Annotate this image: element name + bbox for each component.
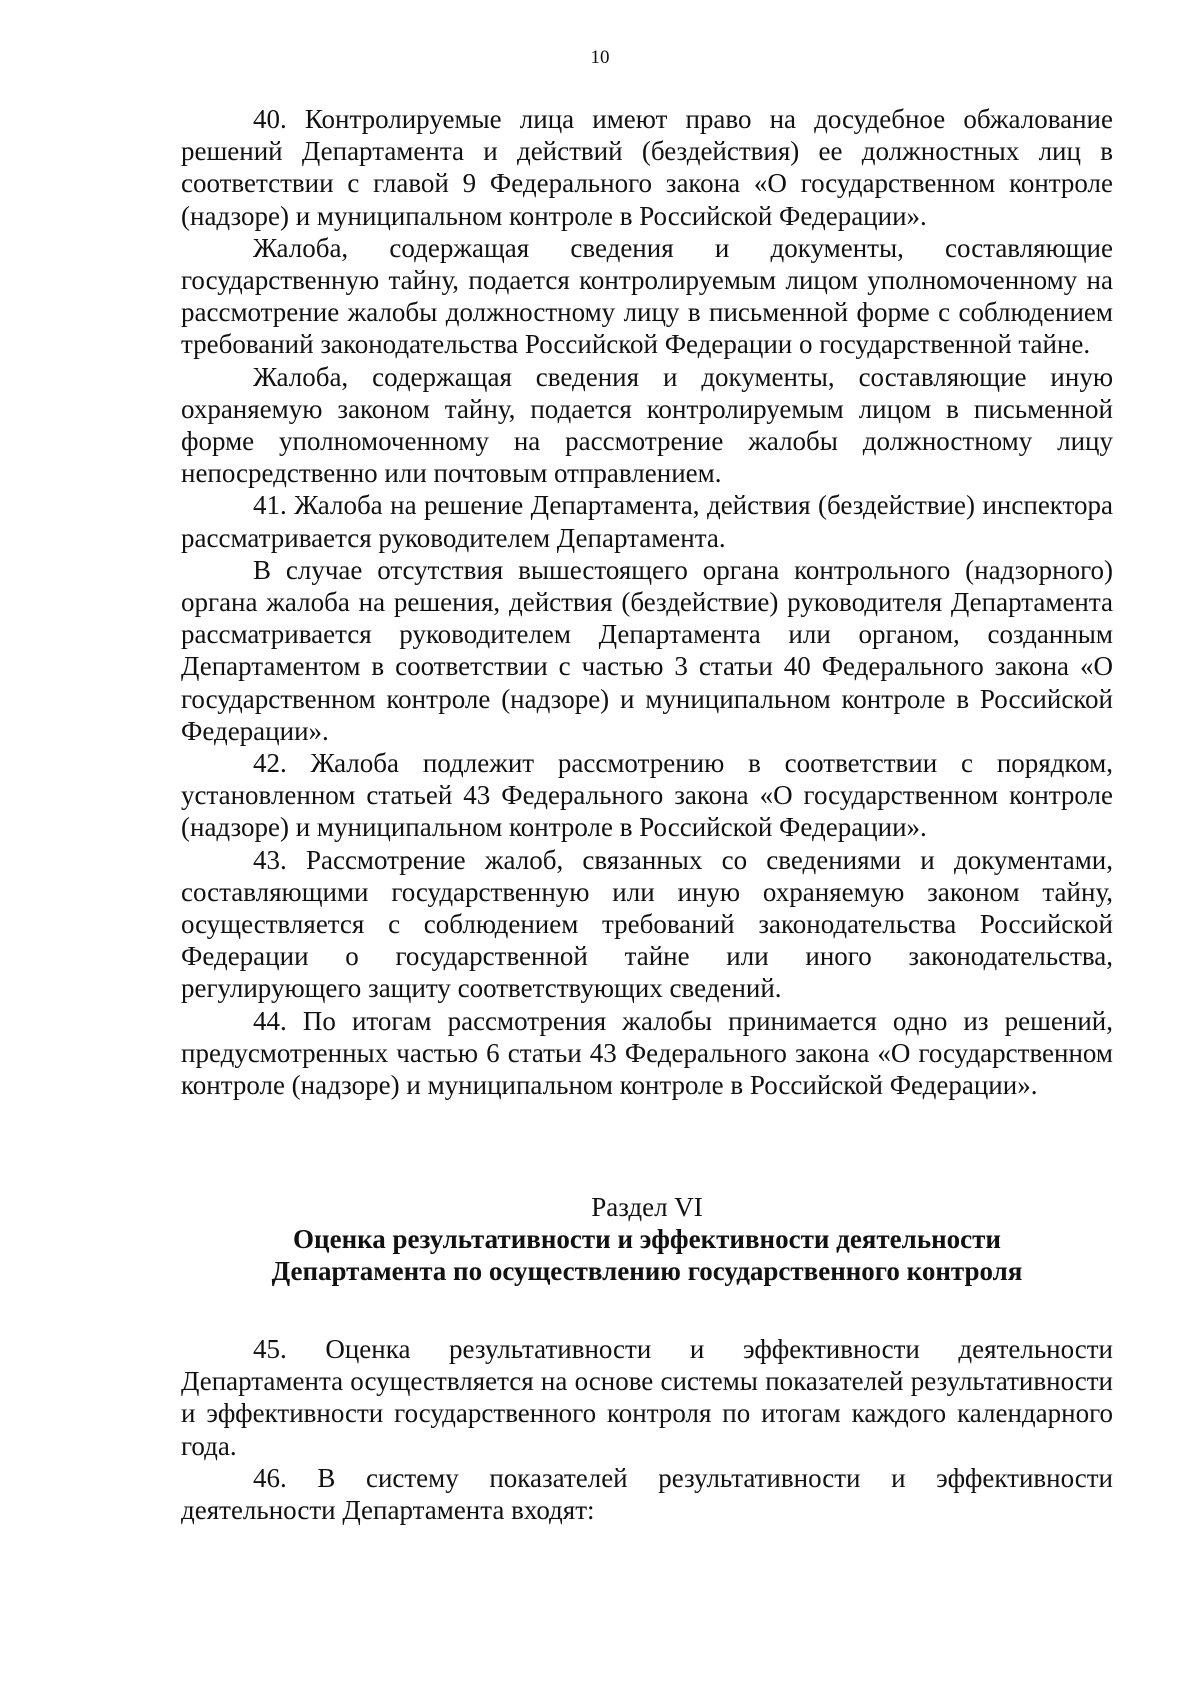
section-heading <box>181 1191 1113 1287</box>
paragraph-42: 42. Жалоба подлежит рассмотрению в соответствии с порядком, установленном статьей 43 Федерального закона «О государственном контроле (надзоре) и муниципальном контроле в Российской Федерации». <box>181 748 1113 843</box>
section-title-line-1: Оценка результативности и эффективности деятельности <box>293 1224 1001 1254</box>
paragraph-46: 46. В систему показателей результативности и эффективности деятельности Департамента входят: <box>181 1462 1113 1526</box>
paragraph-41-no-superior-body: В случае отсутствия вышестоящего органа контрольного (надзорного) органа жалоба на решения, действия (бездействие) руководителя Департамента рассматривается руководителем Департамента или органом, созданным Департаментом в соответствии с частью 3 статьи 40 Федерального закона «О государственном контроле (надзоре) и муниципальном контроле в Российской Федерации». <box>181 554 1113 746</box>
page-number: 10 <box>590 47 610 68</box>
section-label: Раздел VI <box>591 1192 703 1222</box>
paragraph-40-other-secret: Жалоба, содержащая сведения и документы, составляющие иную охраняемую законом тайну, подается контролируемым лицом в письменной форме уполномоченному на рассмотрение жалобы должностному лицу непосредственно или почтовым отправлением. <box>181 361 1113 489</box>
paragraph-40-state-secret: Жалоба, содержащая сведения и документы, составляющие государственную тайну, подается контролируемым лицом уполномоченному на рассмотрение жалобы должностному лицу в письменной форме с соблюдением требований законодательства Российской Федерации о государственной тайне. <box>181 232 1113 360</box>
paragraph-44: 44. По итогам рассмотрения жалобы принимается одно из решений, предусмотренных частью 6 статьи 43 Федерального закона «О государственном контроле (надзоре) и муниципальном контроле в Российской Федерации». <box>181 1005 1113 1101</box>
paragraph-40: 40. Контролируемые лица имеют право на досудебное обжалование решений Департамента и действий (бездействия) ее должностных лиц в соответствии с главой 9 Федерального закона «О государственном контроле (надзоре) и муниципальном контроле в Российской Федерации». <box>181 104 1113 231</box>
paragraph-43: 43. Рассмотрение жалоб, связанных со сведениями и документами, составляющими государственную или иную охраняемую законом тайну, осуществляется с соблюдением требований законодательства Российской Федерации о государственной тайне или иного законодательства, регулирующего защиту соответствующих сведений. <box>181 844 1113 1004</box>
section-title-line-2: Департамента по осуществлению государственного контроля <box>271 1256 1023 1286</box>
paragraph-41: 41. Жалоба на решение Департамента, действия (бездействие) инспектора рассматривается руководителем Департамента. <box>181 490 1113 553</box>
document-body-section-vi <box>181 1333 1113 1526</box>
document-body <box>181 103 1113 1101</box>
paragraph-45: 45. Оценка результативности и эффективности деятельности Департамента осуществляется на основе системы показателей результативности и эффективности государственного контроля по итогам каждого календарного года. <box>181 1334 1113 1461</box>
